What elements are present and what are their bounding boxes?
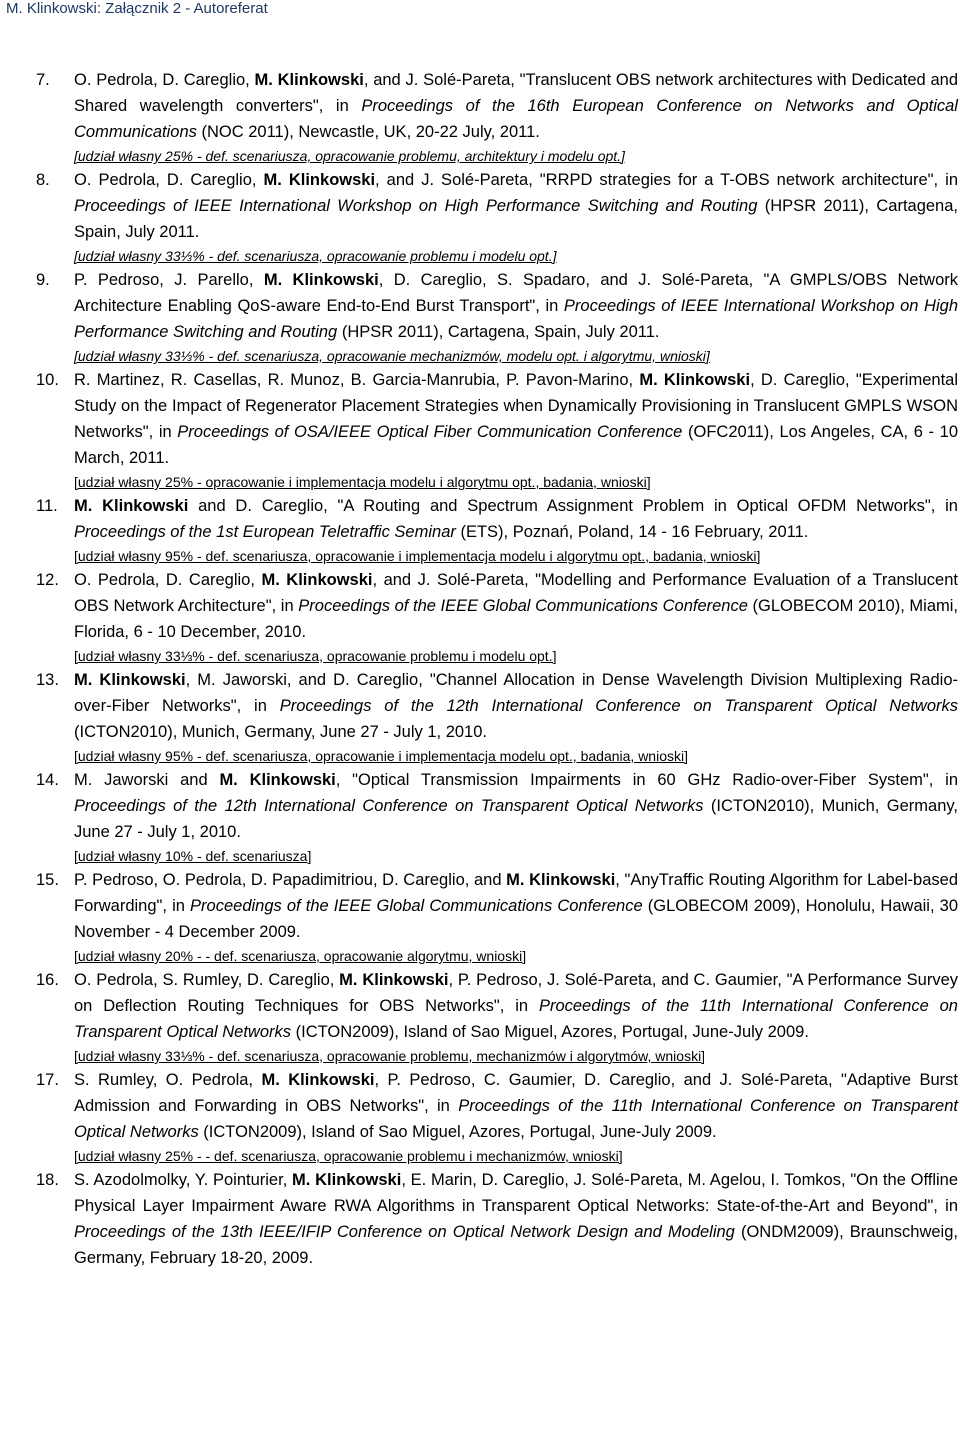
venue-title: Proceedings of the 1st European Teletraffic Seminar xyxy=(74,523,456,541)
contribution-text: [udział własny 33⅓% - def. scenariusza, opracowanie problemu i modelu opt.] xyxy=(74,648,557,664)
entry-number: 7. xyxy=(36,71,50,89)
citation-segment: O. Pedrola, D. Careglio, xyxy=(74,571,262,589)
citation-segment: , P. Pedroso, J. Solé-Pareta, and C. Gaumier, "A Performance Survey on Deflection Routing Techniques for OBS Networks", in xyxy=(74,971,959,1015)
author-highlight: M. Klinkowski xyxy=(339,971,449,989)
venue-title: Proceedings of IEEE International Workshop on High Performance Switching and Routing xyxy=(74,197,758,215)
author-highlight: M. Klinkowski xyxy=(263,271,379,289)
venue-title: Proceedings of IEEE International Workshop on High Performance Switching and Routing xyxy=(74,297,958,341)
contribution-text: [udział własny 33⅓% - def. scenariusza, opracowanie problemu i modelu opt.] xyxy=(74,248,557,264)
venue-title: Proceedings of the 11th International Conference on Transparent Optical Networks xyxy=(74,1097,958,1141)
citation-segment: P. Pedroso, J. Parello, xyxy=(74,271,264,289)
author-highlight: M. Klinkowski xyxy=(261,1071,375,1089)
entry-number: 16. xyxy=(36,971,59,989)
contribution-note xyxy=(74,545,958,567)
entry-number: 9. xyxy=(36,271,50,289)
citation-segment: (GLOBECOM 2009), Honolulu, Hawaii, 30 November - 4 December 2009. xyxy=(74,897,959,941)
entry-number: 13. xyxy=(36,671,59,689)
citation-segment: , P. Pedroso, C. Gaumier, D. Careglio, and J. Solé-Pareta, "Adaptive Burst Admission and Forwarding in OBS Networks", in xyxy=(74,1071,958,1115)
citation-segment: S. Rumley, O. Pedrola, xyxy=(74,1071,262,1089)
contribution-note xyxy=(74,745,958,767)
publication-entry xyxy=(0,167,960,267)
contribution-text: [udział własny 25% - - def. scenariusza, opracowanie problemu i mechanizmów, wnioski] xyxy=(74,1148,623,1164)
author-highlight: M. Klinkowski xyxy=(74,671,186,689)
author-highlight: M. Klinkowski xyxy=(263,171,376,189)
citation-text xyxy=(74,167,958,245)
citation-segment: , M. Jaworski, and D. Careglio, "Channel Allocation in Dense Wavelength Division Multiplexing Radio-over-Fiber Networks", in xyxy=(74,671,958,715)
citation-segment: , "AnyTraffic Routing Algorithm for Label-based Forwarding", in xyxy=(74,871,958,915)
publication-entry xyxy=(0,967,960,1067)
venue-title: Proceedings of OSA/IEEE Optical Fiber Communication Conference xyxy=(177,423,683,441)
entry-number: 8. xyxy=(36,171,50,189)
citation-segment: M. Jaworski and xyxy=(74,771,220,789)
contribution-note xyxy=(74,845,958,867)
author-highlight: M. Klinkowski xyxy=(261,571,373,589)
publication-entry xyxy=(0,667,960,767)
publication-list xyxy=(0,67,960,1271)
contribution-note xyxy=(74,345,958,367)
publication-entry xyxy=(0,1067,960,1167)
publication-entry xyxy=(0,767,960,867)
citation-segment: (OFC2011), Los Angeles, CA, 6 - 10 March, 2011. xyxy=(74,423,958,467)
publication-entry xyxy=(0,867,960,967)
citation-segment: , "Optical Transmission Impairments in 60 GHz Radio-over-Fiber System", in xyxy=(335,771,958,789)
contribution-note xyxy=(74,1145,958,1167)
venue-title: Proceedings of the 12th International Conference on Transparent Optical Networks xyxy=(74,797,704,815)
publication-entry xyxy=(0,567,960,667)
citation-text xyxy=(74,967,958,1045)
contribution-text: [udział własny 95% - def. scenariusza, opracowanie i implementacja modelu i algorytmu opt., badania, wnioski] xyxy=(74,548,761,564)
entry-number: 18. xyxy=(36,1171,59,1189)
citation-segment: , and J. Solé-Pareta, "RRPD strategies for a T-OBS network architecture", in xyxy=(375,171,958,189)
entry-number: 17. xyxy=(36,1071,59,1089)
contribution-text: [udział własny 33⅓% - def. scenariusza, opracowanie mechanizmów, modelu opt. i algorytmu, wnioski] xyxy=(74,348,710,364)
publication-entry xyxy=(0,67,960,167)
citation-segment: S. Azodolmolky, Y. Pointurier, xyxy=(74,1171,293,1189)
citation-text xyxy=(74,867,958,945)
citation-segment: O. Pedrola, D. Careglio, xyxy=(74,71,255,89)
citation-segment: , and J. Solé-Pareta, "Translucent OBS network architectures with Dedicated and Shared wavelength converters", in xyxy=(74,71,958,115)
citation-segment: O. Pedrola, S. Rumley, D. Careglio, xyxy=(74,971,340,989)
publication-entry xyxy=(0,1167,960,1271)
contribution-text: [udział własny 20% - - def. scenariusza, opracowanie algorytmu, wnioski] xyxy=(74,948,527,964)
citation-text xyxy=(74,567,958,645)
contribution-note xyxy=(74,245,958,267)
entry-number: 14. xyxy=(36,771,59,789)
author-highlight: M. Klinkowski xyxy=(639,371,751,389)
citation-segment: , and J. Solé-Pareta, "Modelling and Performance Evaluation of a Translucent OBS Network Architecture", in xyxy=(74,571,958,615)
citation-text xyxy=(74,667,958,745)
citation-segment: P. Pedroso, O. Pedrola, D. Papadimitriou, D. Careglio, and xyxy=(74,871,507,889)
citation-segment: (GLOBECOM 2010), Miami, Florida, 6 - 10 December, 2010. xyxy=(74,597,958,641)
citation-segment: , E. Marin, D. Careglio, J. Solé-Pareta, M. Agelou, I. Tomkos, "On the Offline Physical Layer Impairment Aware RWA Algorithms in Transparent Optical Networks: State-of-the-Art and Beyond", in xyxy=(74,1171,959,1215)
publication-entry xyxy=(0,493,960,567)
author-highlight: M. Klinkowski xyxy=(254,71,364,89)
citation-segment: (ICTON2009), Island of Sao Miguel, Azores, Portugal, June-July 2009. xyxy=(198,1123,717,1141)
venue-title: Proceedings of the 12th International Conference on Transparent Optical Networks xyxy=(279,697,959,715)
citation-segment: , D. Careglio, "Experimental Study on the Impact of Regenerator Placement Strategies when Dynamically Provisioning in Translucent GMPLS WSON Networks", in xyxy=(74,371,958,441)
citation-segment: (ICTON2009), Island of Sao Miguel, Azores, Portugal, June-July 2009. xyxy=(291,1023,809,1041)
citation-text xyxy=(74,767,958,845)
venue-title: Proceedings of the 13th IEEE/IFIP Conference on Optical Network Design and Modeling xyxy=(74,1223,735,1241)
entry-number: 12. xyxy=(36,571,59,589)
contribution-note xyxy=(74,1045,958,1067)
citation-text xyxy=(74,1067,958,1145)
citation-segment: and D. Careglio, "A Routing and Spectrum Assignment Problem in Optical OFDM Networks", in xyxy=(188,497,958,515)
running-header: M. Klinkowski: Załącznik 2 - Autoreferat xyxy=(6,0,268,17)
contribution-text: [udział własny 25% - def. scenariusza, opracowanie problemu, architektury i modelu opt.] xyxy=(74,148,625,164)
venue-title: Proceedings of the 11th International Conference on Transparent Optical Networks xyxy=(74,997,958,1041)
citation-segment: (ETS), Poznań, Poland, 14 - 16 February, 2011. xyxy=(455,523,809,541)
citation-text xyxy=(74,367,958,471)
citation-segment: (HPSR 2011), Cartagena, Spain, July 2011. xyxy=(74,197,958,241)
publication-entry xyxy=(0,367,960,493)
citation-text xyxy=(74,267,958,345)
venue-title: Proceedings of the 16th European Conference on Networks and Optical Communications xyxy=(74,97,958,141)
author-highlight: M. Klinkowski xyxy=(74,497,189,515)
venue-title: Proceedings of the IEEE Global Communications Conference xyxy=(298,597,748,615)
contribution-text: [udział własny 33⅓% - def. scenariusza, opracowanie problemu, mechanizmów i algorytmów, wnioski] xyxy=(74,1048,706,1064)
contribution-note xyxy=(74,945,958,967)
citation-segment: (ONDM2009), Braunschweig, Germany, February 18-20, 2009. xyxy=(74,1223,958,1267)
citation-text xyxy=(74,67,958,145)
author-highlight: M. Klinkowski xyxy=(506,871,616,889)
entry-number: 11. xyxy=(36,497,58,515)
contribution-note xyxy=(74,645,958,667)
contribution-text: [udział własny 10% - def. scenariusza] xyxy=(74,848,312,864)
citation-segment: O. Pedrola, D. Careglio, xyxy=(74,171,264,189)
contribution-text: [udział własny 95% - def. scenariusza, opracowanie i implementacja modelu opt., badania, wnioski] xyxy=(74,748,688,764)
contribution-text: [udział własny 25% - opracowanie i implementacja modelu i algorytmu opt., badania, wnioski] xyxy=(74,474,651,490)
citation-segment: R. Martinez, R. Casellas, R. Munoz, B. Garcia-Manrubia, P. Pavon-Marino, xyxy=(74,371,640,389)
entry-number: 15. xyxy=(36,871,59,889)
author-highlight: M. Klinkowski xyxy=(292,1171,402,1189)
citation-text xyxy=(74,493,958,545)
citation-segment: (ICTON2010), Munich, Germany, June 27 - July 1, 2010. xyxy=(74,797,958,841)
citation-segment: (NOC 2011), Newcastle, UK, 20-22 July, 2011. xyxy=(196,123,540,141)
contribution-note xyxy=(74,471,958,493)
author-highlight: M. Klinkowski xyxy=(219,771,336,789)
citation-segment: , D. Careglio, S. Spadaro, and J. Solé-Pareta, "A GMPLS/OBS Network Architecture Enabling QoS-aware End-to-End Burst Transport", in xyxy=(74,271,958,315)
citation-segment: (HPSR 2011), Cartagena, Spain, July 2011. xyxy=(337,323,660,341)
publication-entry xyxy=(0,267,960,367)
contribution-note xyxy=(74,145,958,167)
citation-segment: (ICTON2010), Munich, Germany, June 27 - July 1, 2010. xyxy=(74,723,487,741)
entry-number: 10. xyxy=(36,371,59,389)
citation-text xyxy=(74,1167,958,1271)
venue-title: Proceedings of the IEEE Global Communications Conference xyxy=(190,897,643,915)
